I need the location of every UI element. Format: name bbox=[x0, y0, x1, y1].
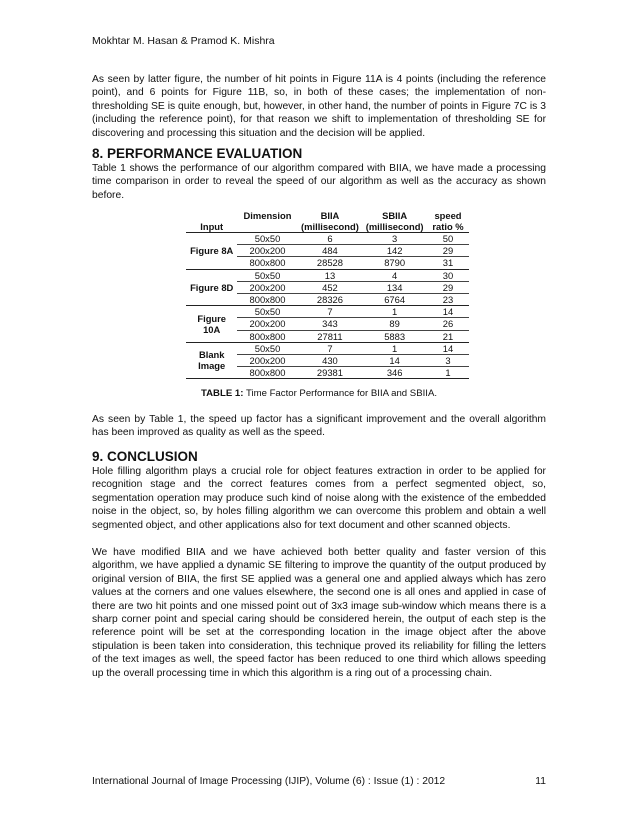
footer-journal: International Journal of Image Processing (IJIP), Volume (6) : Issue (1) : 2012 bbox=[92, 776, 446, 787]
cell-dimension: 200x200 bbox=[237, 318, 297, 330]
table-row bbox=[186, 233, 469, 245]
cell-biia: 7 bbox=[298, 342, 363, 354]
cell-speed: 14 bbox=[427, 306, 469, 318]
conclusion-paragraph-2: We have modified BIIA and we have achieved both better quality and faster version of this algorithm, we have applied a dynamic SE filtering to improve the quantity of the output produced by original version of BIIA, the first SE applied was a general one and applied always which has zero values at the corners and one values elsewhere, the second one is all ones and applied in case of there are two hit points and one missed point out of 3x3 image sub-window which means there is a sharp corner point and special caring should be considered herein, the output of each step is the reference point will be set at the corresponding location in the image object after the above stipulation is been taken into consideration, this technique proved its reliability for filling the letters of the text images as well, the speed factor has been reduced to one third which allows speeding up the overall processing time in which this algorithm is a ring out of a processing chain. bbox=[92, 547, 546, 679]
cell-speed: 29 bbox=[427, 245, 469, 257]
cell-sbiia: 14 bbox=[362, 354, 427, 366]
cell-biia: 430 bbox=[298, 354, 363, 366]
header-input: Input bbox=[186, 210, 237, 233]
cell-biia: 7 bbox=[298, 306, 363, 318]
cell-speed: 26 bbox=[427, 318, 469, 330]
header-dimension: Dimension bbox=[237, 210, 297, 233]
cell-biia: 6 bbox=[298, 233, 363, 245]
cell-sbiia: 4 bbox=[362, 269, 427, 281]
cell-sbiia: 3 bbox=[362, 233, 427, 245]
cell-sbiia: 1 bbox=[362, 342, 427, 354]
cell-sbiia: 89 bbox=[362, 318, 427, 330]
cell-dimension: 200x200 bbox=[237, 281, 297, 293]
cell-dimension: 800x800 bbox=[237, 330, 297, 342]
cell-speed: 31 bbox=[427, 257, 469, 269]
cell-speed: 30 bbox=[427, 269, 469, 281]
table-caption: TABLE 1: Time Factor Performance for BIIA and SBIIA. bbox=[200, 388, 438, 399]
cell-biia: 28326 bbox=[298, 293, 363, 305]
cell-sbiia: 142 bbox=[362, 245, 427, 257]
cell-speed: 14 bbox=[427, 342, 469, 354]
header-speed-ratio: speed ratio % bbox=[427, 210, 469, 233]
cell-dimension: 50x50 bbox=[237, 269, 297, 281]
running-header: Mokhtar M. Hasan & Pramod K. Mishra bbox=[92, 35, 275, 47]
cell-biia: 343 bbox=[298, 318, 363, 330]
cell-sbiia: 134 bbox=[362, 281, 427, 293]
table-row bbox=[186, 269, 469, 281]
cell-sbiia: 346 bbox=[362, 367, 427, 379]
cell-speed: 29 bbox=[427, 281, 469, 293]
group-label: Figure 10A bbox=[186, 306, 237, 343]
table-row bbox=[186, 306, 469, 318]
cell-dimension: 50x50 bbox=[237, 233, 297, 245]
group-label: Figure 8A bbox=[186, 233, 237, 270]
cell-dimension: 50x50 bbox=[237, 306, 297, 318]
conclusion-paragraph-1: Hole filling algorithm plays a crucial role for object features extraction in order to be applied for recognition stage and the correct features comes from a perfect segmented object, so, segmentation operation may produce such kind of noise along with the existence of the embedded noise in the object, so, by holes filling algorithm we can overcome this problem and obtain a well segmented object, and other applications also for text document and other scanned objects. bbox=[92, 466, 546, 531]
cell-speed: 23 bbox=[427, 293, 469, 305]
cell-biia: 13 bbox=[298, 269, 363, 281]
cell-speed: 50 bbox=[427, 233, 469, 245]
cell-biia: 452 bbox=[298, 281, 363, 293]
cell-dimension: 800x800 bbox=[237, 367, 297, 379]
section-8-heading: 8. PERFORMANCE EVALUATION bbox=[92, 146, 303, 161]
table-header-row bbox=[186, 210, 469, 233]
cell-dimension: 200x200 bbox=[237, 354, 297, 366]
group-label: Blank Image bbox=[186, 342, 237, 379]
performance-table bbox=[186, 210, 469, 379]
header-sbiia: SBIIA (millisecond) bbox=[362, 210, 427, 233]
header-biia: BIIA (millisecond) bbox=[298, 210, 363, 233]
cell-sbiia: 1 bbox=[362, 306, 427, 318]
cell-dimension: 800x800 bbox=[237, 293, 297, 305]
cell-sbiia: 6764 bbox=[362, 293, 427, 305]
cell-biia: 484 bbox=[298, 245, 363, 257]
section-8-paragraph: Table 1 shows the performance of our algorithm compared with BIIA, we have made a processing time comparison in order to reveal the speed of our algorithm as well as the accuracy as shown before. bbox=[92, 163, 546, 201]
cell-biia: 28528 bbox=[298, 257, 363, 269]
cell-sbiia: 5883 bbox=[362, 330, 427, 342]
cell-biia: 29381 bbox=[298, 367, 363, 379]
section-9-heading: 9. CONCLUSION bbox=[92, 449, 198, 464]
cell-dimension: 800x800 bbox=[237, 257, 297, 269]
cell-speed: 1 bbox=[427, 367, 469, 379]
cell-speed: 21 bbox=[427, 330, 469, 342]
page-number: 11 bbox=[535, 776, 546, 787]
page-footer bbox=[92, 776, 546, 787]
after-table-paragraph: As seen by Table 1, the speed up factor has a significant improvement and the overall algorithm has been improved as quality as well as the speed. bbox=[92, 414, 546, 439]
cell-dimension: 200x200 bbox=[237, 245, 297, 257]
cell-sbiia: 8790 bbox=[362, 257, 427, 269]
intro-paragraph: As seen by latter figure, the number of hit points in Figure 11A is 4 points (including the reference point), and 6 points for Figure 11B, so, in both of these cases; the implementation of non-thresholding SE is quite enough, but, however, in other hand, the number of points in Figure 7C is 3 (including the reference point), for that reason we shift to implementation of thresholding SE for discovering and processing this situation and the decision will be applied. bbox=[92, 74, 546, 139]
group-label: Figure 8D bbox=[186, 269, 237, 306]
cell-dimension: 50x50 bbox=[237, 342, 297, 354]
cell-biia: 27811 bbox=[298, 330, 363, 342]
table-row bbox=[186, 342, 469, 354]
cell-speed: 3 bbox=[427, 354, 469, 366]
